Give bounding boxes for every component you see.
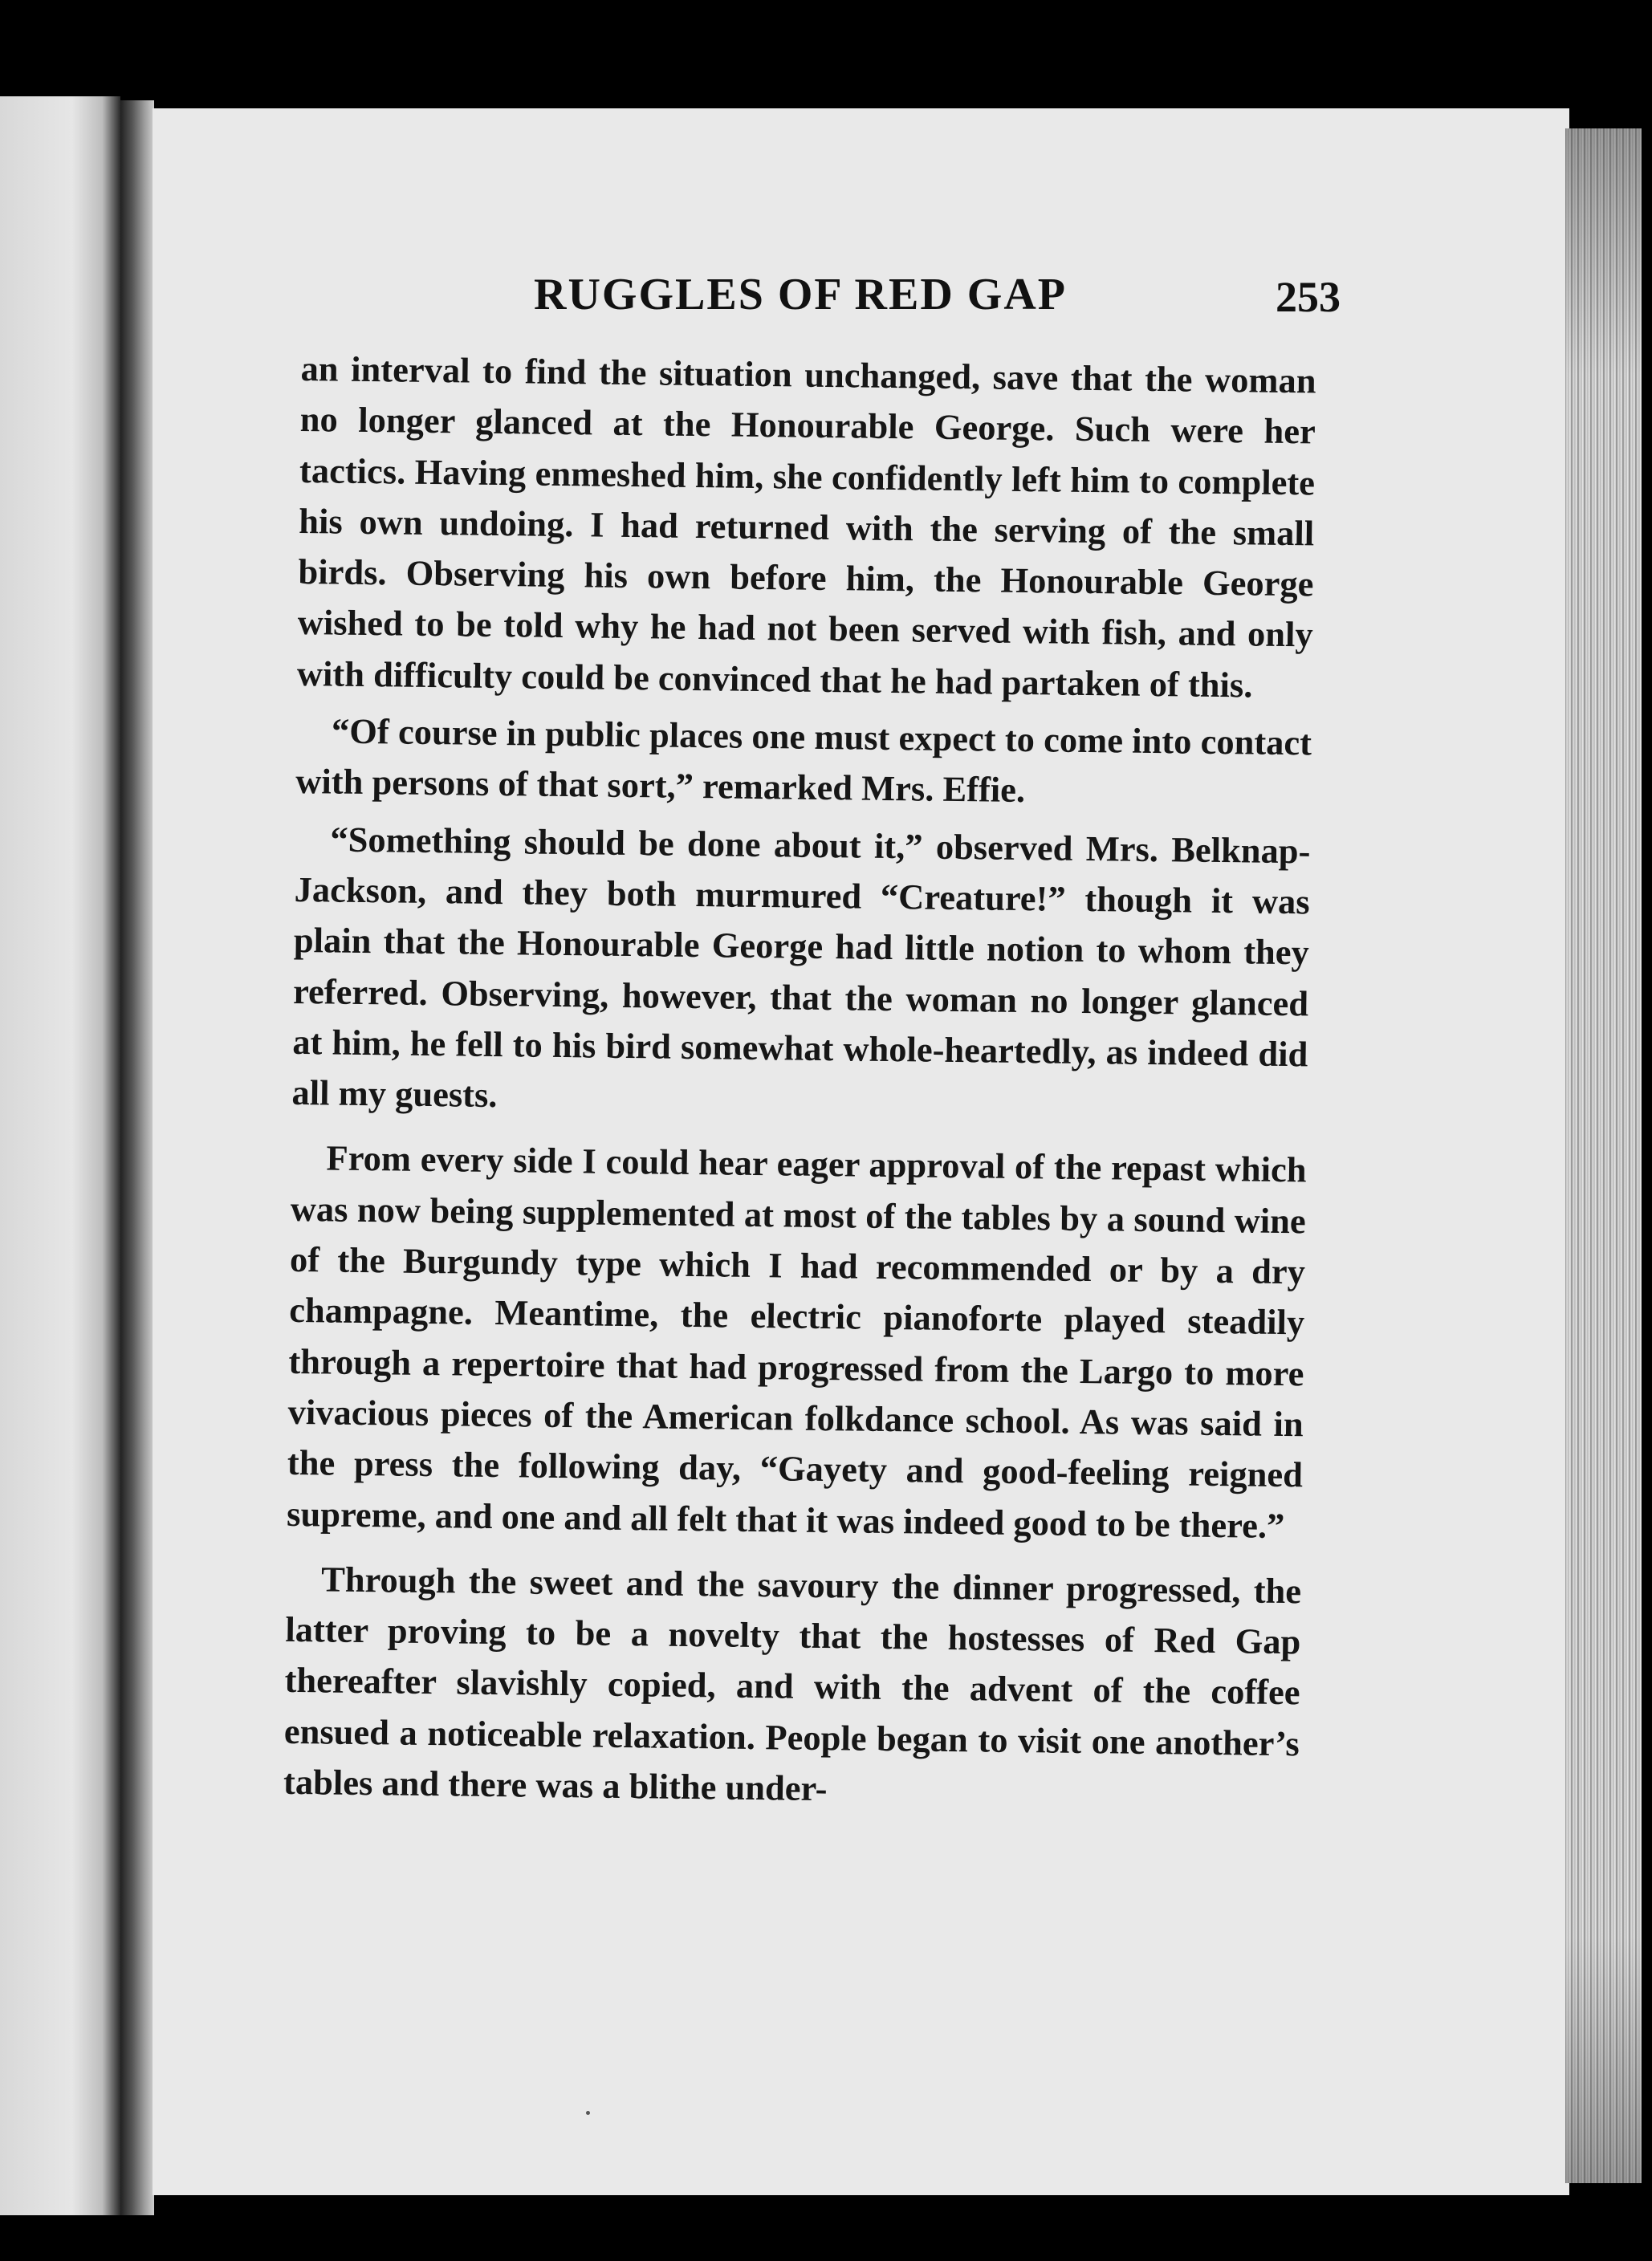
paragraph-continued: an interval to find the situation unchanged, save that the woman no longer glanced at the Honourable George. Such were her tactics. Having enmeshed him, she confidently left him to complete his own undoing. I had returned with the serving of the small birds. Observing his own before him, the Honourable George wished to be told why he had not been served with fish, and only with difficulty could be convinced that he had partaken of this. <box>296 348 1316 706</box>
running-title: RUGGLES OF RED GAP <box>534 270 1067 319</box>
paragraph: “Of course in public places one must expect to come into contact with persons of that sort,” remarked Mrs. Effie. <box>295 710 1312 811</box>
dust-speck <box>586 2111 590 2115</box>
paragraph: Through the sweet and the savoury the dinner progressed, the latter proving to be a novelty that the hostesses of Red Gap thereafter slavishly copied, and with the advent of the coffee ensued a noticeable relaxation. People began to visit one another’s tables and there was a blithe under- <box>283 1559 1302 1809</box>
right-page-stack-shade <box>1565 128 1642 2183</box>
book-gutter <box>120 100 154 2215</box>
paragraph: From every side I could hear eager approval of the repast which was now being supplemented at most of the tables by a sound wine of the Burgundy type which I had recommended or by a dry champagne. Meantime, the electric pianoforte played steadily through a repertoire that had progressed from the Largo to more vivacious pieces of the American folkdance school. As was said in the press the following day, “Gayety and good-feeling reigned supreme, and one and all felt that it was indeed good to be there.” <box>286 1137 1307 1546</box>
left-page-edge <box>0 96 120 2215</box>
page-header <box>289 269 1341 333</box>
page-number: 253 <box>1276 273 1341 321</box>
body-text <box>283 344 1316 1820</box>
paragraph: “Something should be done about it,” observed Mrs. Belknap-Jackson, and they both murmured “Creature!” though it was plain that the Honourable George had little notion to whom they referred. Observing, however, that the woman no longer glanced at him, he fell to his bird somewhat whole-heartedly, as indeed did all my guests. <box>291 819 1311 1116</box>
